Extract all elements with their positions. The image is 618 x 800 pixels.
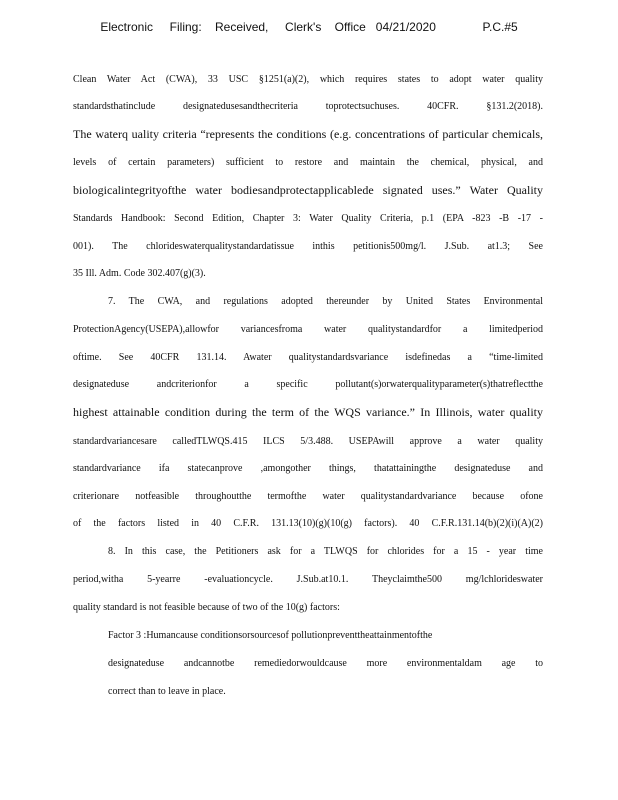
text-line: standardvariance ifa statecanprove ,amongother things, thatattainingthe designateduse and xyxy=(73,463,543,474)
block-quote-line: Factor 3 :Humancause conditionsorsourcesof pollutionpreventtheattainmentofthe xyxy=(108,630,433,641)
paragraph-8-start: 8. In this case, the Petitioners ask for a TLWQS for chlorides for a 15 - year time xyxy=(108,546,543,557)
text-line: levels of certain parameters) sufficient to restore and maintain the chemical, physical, and xyxy=(73,157,543,168)
text-line: quality standard is not feasible because of two of the 10(g) factors: xyxy=(73,602,340,613)
text-line: of the factors listed in 40 C.F.R. 131.13(10)(g)(10(g) factors). 40 C.F.R.131.14(b)(2)(i)(A)(2) xyxy=(73,518,543,529)
text-line: period,witha 5-yearre -evaluationcycle. J.Sub.at10.1. Theyclaimthe500 mg/lchlorideswater xyxy=(73,574,543,585)
text-line: oftime. See 40CFR 131.14. Awater qualitystandardsvariance isdefinedas a “time-limited xyxy=(73,352,543,363)
block-quote-line: correct than to leave in place. xyxy=(108,686,226,697)
text-line: standardsthatinclude designatedusesandthecriteria toprotectsuchuses. 40CFR. §131.2(2018). xyxy=(73,101,543,112)
text-line: The waterq uality criteria “represents the conditions (e.g. concentrations of particular chemicals, xyxy=(73,127,543,141)
paragraph-7-start: 7. The CWA, and regulations adopted thereunder by United States Environmental xyxy=(108,296,543,307)
text-line: 35 Ill. Adm. Code 302.407(g)(3). xyxy=(73,268,206,279)
text-line: criterionare notfeasible throughoutthe termofthe water qualitystandardvariance because ofone xyxy=(73,491,543,502)
filing-header: Electronic Filing: Received, Clerk's Office 04/21/2020 P.C.#5 xyxy=(100,20,518,34)
text-line: ProtectionAgency(USEPA),allowfor variancesfroma water qualitystandardfor a limitedperiod xyxy=(73,324,543,335)
text-line: biologicalintegrityofthe water bodiesandprotectapplicablede signated uses.” Water Quality xyxy=(73,183,543,197)
text-line: designateduse andcriterionfor a specific pollutant(s)orwaterqualityparameter(s)thatreflectthe xyxy=(73,379,543,390)
text-line: standardvariancesare calledTLWQS.415 ILCS 5/3.488. USEPAwill approve a water quality xyxy=(73,436,543,447)
text-line: Clean Water Act (CWA), 33 USC §1251(a)(2), which requires states to adopt water quality xyxy=(73,74,543,85)
text-line: Standards Handbook: Second Edition, Chapter 3: Water Quality Criteria, p.1 (EPA -823 -B -17 - xyxy=(73,213,543,224)
text-line: 001). The chlorideswaterqualitystandardatissue inthis petitionis500mg/l. J.Sub. at1.3; See xyxy=(73,241,543,252)
text-line: highest attainable condition during the term of the WQS variance.” In Illinois, water quality xyxy=(73,405,543,419)
block-quote-line: designateduse andcannotbe remediedorwouldcause more environmentaldam age to xyxy=(108,658,543,669)
